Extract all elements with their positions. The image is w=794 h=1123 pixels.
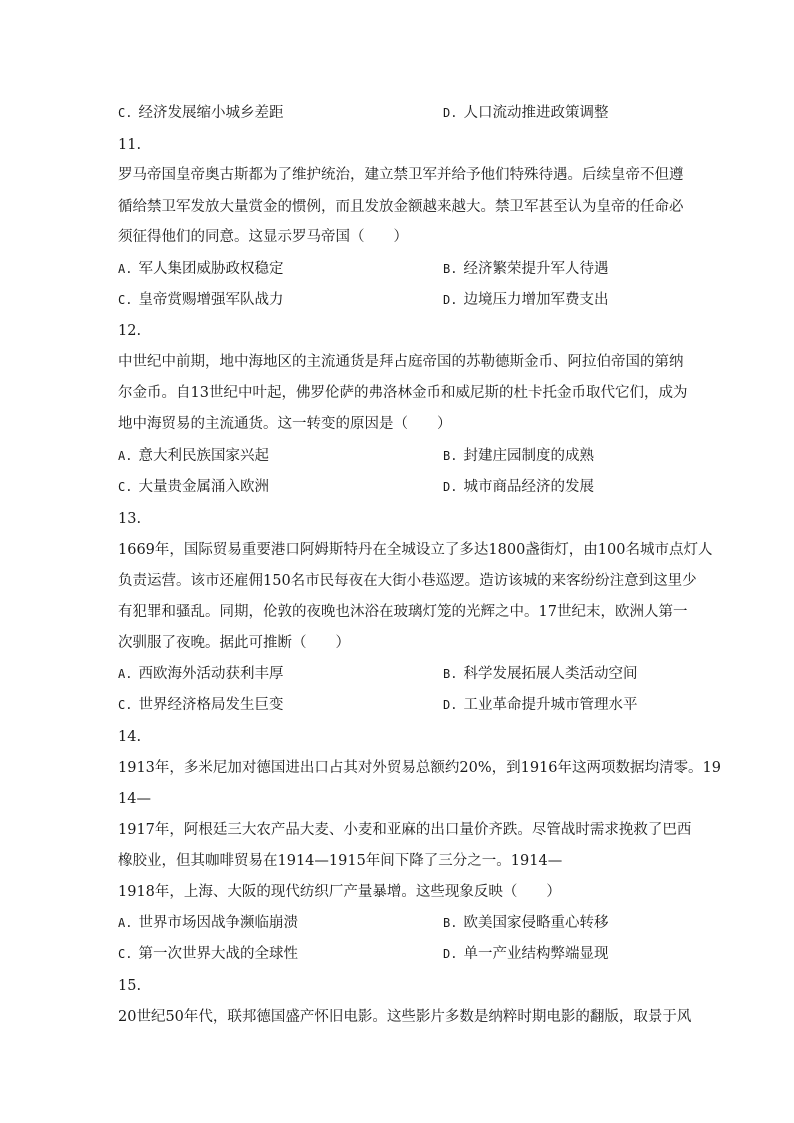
option-text: 意大利民族国家兴起 bbox=[138, 448, 269, 464]
question-stem-line: 中世纪中前期，地中海地区的主流通货是拜占庭帝国的苏勒德斯金币、阿拉伯帝国的第纳 bbox=[118, 354, 684, 370]
option-b[interactable] bbox=[443, 260, 608, 278]
option-letter: B. bbox=[443, 449, 458, 463]
option-d[interactable] bbox=[443, 104, 608, 122]
question-number: 11. bbox=[118, 137, 142, 153]
option-letter: D. bbox=[443, 480, 458, 494]
option-text: 西欧海外活动获利丰厚 bbox=[138, 666, 284, 682]
option-letter: D. bbox=[443, 698, 458, 712]
option-text: 世界市场因战争濒临崩溃 bbox=[138, 915, 298, 931]
option-letter: A. bbox=[118, 262, 133, 276]
option-letter: C. bbox=[118, 480, 133, 494]
option-b[interactable] bbox=[443, 447, 594, 465]
question-stem-line: 14— bbox=[118, 791, 151, 807]
option-text: 世界经济格局发生巨变 bbox=[138, 697, 284, 713]
option-c[interactable] bbox=[118, 478, 269, 496]
option-a[interactable] bbox=[118, 665, 283, 683]
option-a[interactable] bbox=[118, 260, 283, 278]
question-stem-line: 循给禁卫军发放大量赏金的惯例，而且发放金额越来越大。禁卫军甚至认为皇帝的任命必 bbox=[118, 199, 684, 215]
question-number: 13. bbox=[118, 511, 142, 527]
option-text: 大量贵金属涌入欧洲 bbox=[138, 479, 269, 495]
option-a[interactable] bbox=[118, 914, 298, 932]
option-c[interactable] bbox=[118, 104, 283, 122]
question-stem-line: 1918年，上海、大阪的现代纺织厂产量暴增。这些现象反映（ ） bbox=[118, 884, 561, 900]
option-text: 工业革命提升城市管理水平 bbox=[463, 697, 638, 713]
option-c[interactable] bbox=[118, 696, 283, 714]
option-text: 城市商品经济的发展 bbox=[463, 479, 594, 495]
option-text: 皇帝赏赐增强军队战力 bbox=[138, 292, 284, 308]
question-stem-line: 1913年，多米尼加对德国进出口占其对外贸易总额约20%，到1916年这两项数据均清零。19 bbox=[118, 760, 721, 776]
option-b[interactable] bbox=[443, 914, 608, 932]
option-text: 封建庄园制度的成熟 bbox=[463, 448, 594, 464]
option-a[interactable] bbox=[118, 447, 269, 465]
option-d[interactable] bbox=[443, 478, 594, 496]
option-letter: D. bbox=[443, 293, 458, 307]
question-number: 15. bbox=[118, 978, 142, 994]
question-stem-line: 橡胶业，但其咖啡贸易在1914—1915年间下降了三分之一。1914— bbox=[118, 853, 563, 869]
option-d[interactable] bbox=[443, 945, 608, 963]
question-stem-line: 须征得他们的同意。这显示罗马帝国（ ） bbox=[118, 229, 408, 245]
option-d[interactable] bbox=[443, 696, 637, 714]
question-stem-line: 地中海贸易的主流通货。这一转变的原因是（ ） bbox=[118, 416, 452, 432]
option-text: 经济繁荣提升军人待遇 bbox=[463, 261, 609, 277]
question-number: 14. bbox=[118, 729, 142, 745]
option-letter: C. bbox=[118, 947, 133, 961]
option-text: 第一次世界大战的全球性 bbox=[138, 946, 298, 962]
option-text: 科学发展拓展人类活动空间 bbox=[463, 666, 638, 682]
option-text: 单一产业结构弊端显现 bbox=[463, 946, 609, 962]
option-c[interactable] bbox=[118, 945, 298, 963]
question-stem-line: 次驯服了夜晚。据此可推断（ ） bbox=[118, 635, 350, 651]
option-d[interactable] bbox=[443, 291, 608, 309]
option-letter: A. bbox=[118, 449, 133, 463]
option-text: 人口流动推进政策调整 bbox=[463, 105, 609, 121]
option-letter: A. bbox=[118, 916, 133, 930]
option-letter: B. bbox=[443, 667, 458, 681]
question-number: 12. bbox=[118, 323, 142, 339]
question-stem-line: 1917年，阿根廷三大农产品大麦、小麦和亚麻的出口量价齐跌。尽管战时需求挽救了巴西 bbox=[118, 822, 692, 838]
option-c[interactable] bbox=[118, 291, 283, 309]
option-text: 军人集团威胁政权稳定 bbox=[138, 261, 284, 277]
option-letter: B. bbox=[443, 262, 458, 276]
question-stem-line: 有犯罪和骚乱。同期，伦敦的夜晚也沐浴在玻璃灯笼的光辉之中。17世纪末，欧洲人第一 bbox=[118, 604, 688, 620]
option-b[interactable] bbox=[443, 665, 637, 683]
option-letter: A. bbox=[118, 667, 133, 681]
option-text: 欧美国家侵略重心转移 bbox=[463, 915, 609, 931]
option-letter: C. bbox=[118, 698, 133, 712]
question-stem-line: 1669年，国际贸易重要港口阿姆斯特丹在全城设立了多达1800盏街灯，由100名城市点灯人 bbox=[118, 542, 713, 558]
question-stem-line: 罗马帝国皇帝奥古斯都为了维护统治，建立禁卫军并给予他们特殊待遇。后续皇帝不但遵 bbox=[118, 167, 684, 183]
option-text: 边境压力增加军费支出 bbox=[463, 292, 609, 308]
option-letter: D. bbox=[443, 106, 458, 120]
option-letter: D. bbox=[443, 947, 458, 961]
option-letter: C. bbox=[118, 106, 133, 120]
option-letter: C. bbox=[118, 293, 133, 307]
question-stem-line: 负责运营。该市还雇佣150名市民每夜在大街小巷巡逻。造访该城的来客纷纷注意到这里少 bbox=[118, 573, 697, 589]
question-stem-line: 20世纪50年代，联邦德国盛产怀旧电影。这些影片多数是纳粹时期电影的翻版，取景于风 bbox=[118, 1009, 692, 1025]
option-letter: B. bbox=[443, 916, 458, 930]
question-stem-line: 尔金币。自13世纪中叶起，佛罗伦萨的弗洛林金币和威尼斯的杜卡托金币取代它们，成为 bbox=[118, 385, 688, 401]
option-text: 经济发展缩小城乡差距 bbox=[138, 105, 284, 121]
